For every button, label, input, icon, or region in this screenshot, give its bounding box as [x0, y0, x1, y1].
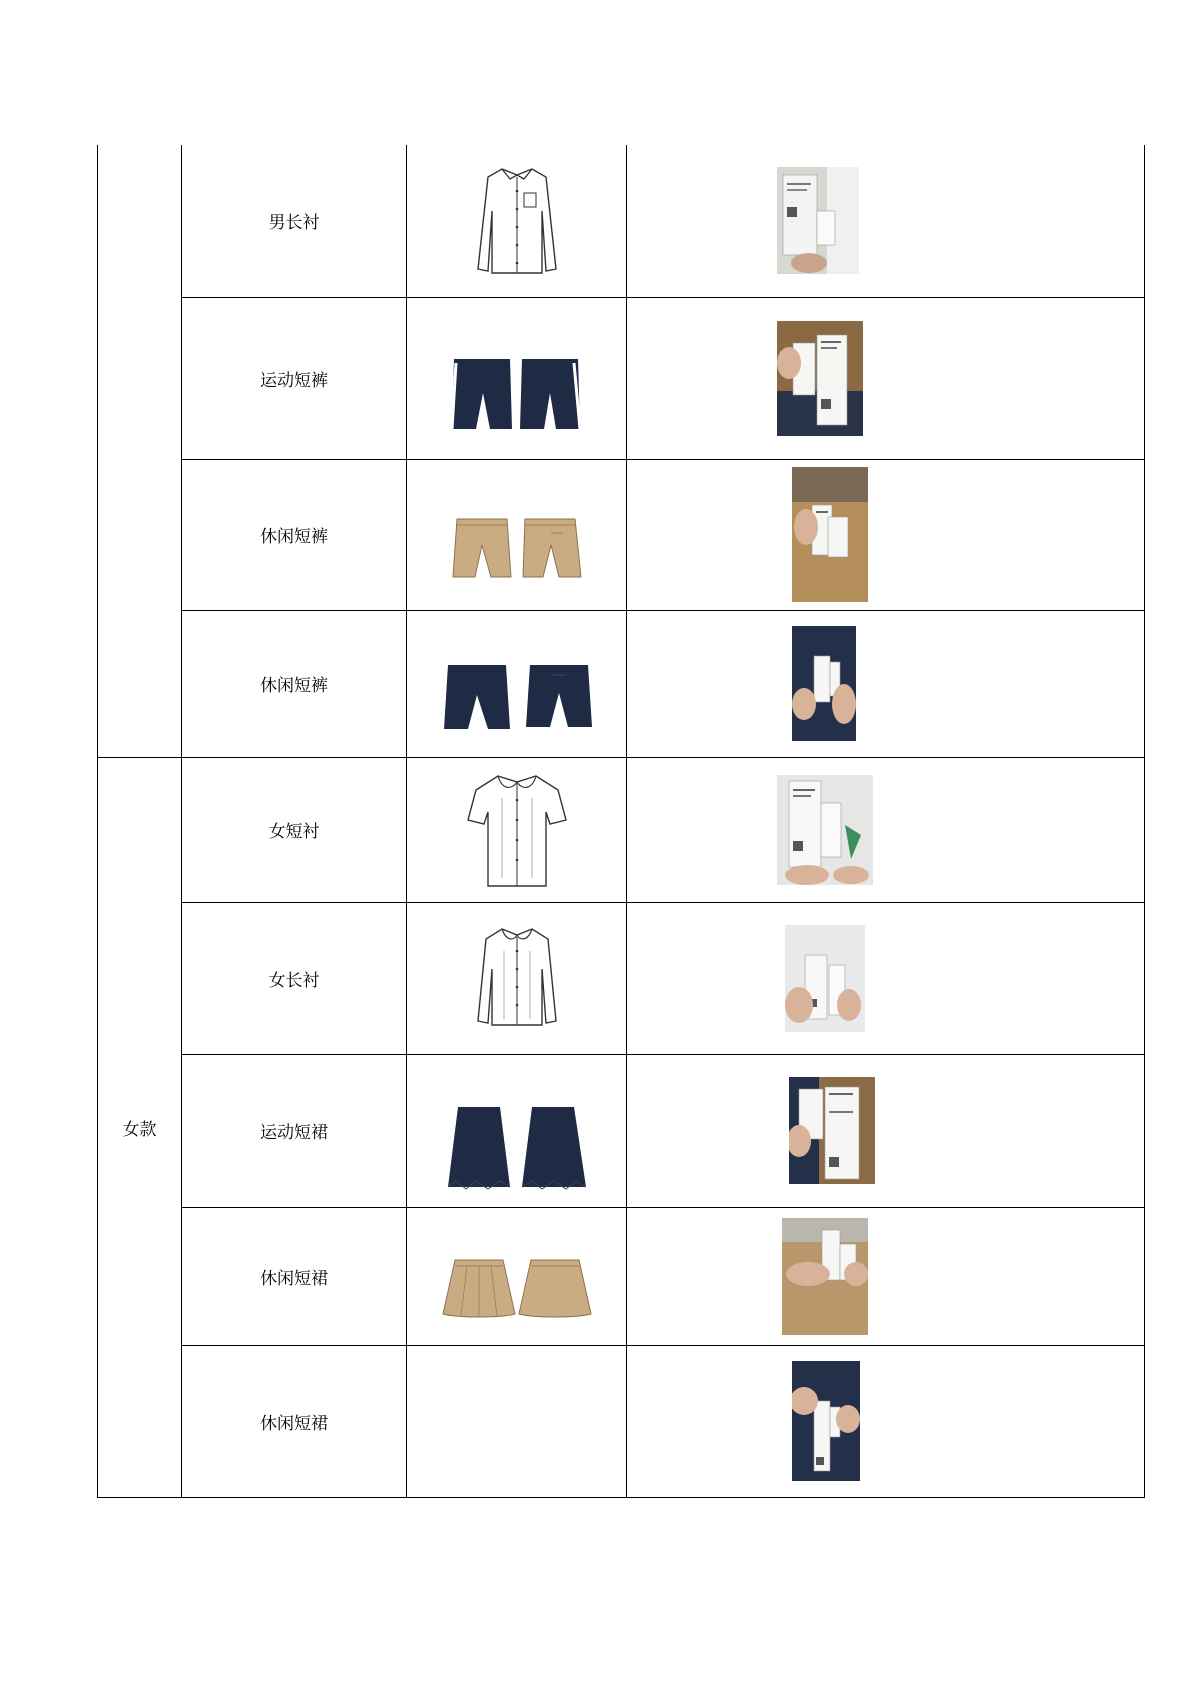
sport-shorts-navy-icon: [450, 353, 584, 443]
table-row: [98, 297, 1145, 459]
tag-photo-cell: [627, 902, 1145, 1054]
long-sleeve-shirt-icon: [472, 161, 562, 281]
hang-tag-photo: [777, 167, 859, 274]
table-row: [98, 459, 1145, 610]
item-name-cell: [182, 757, 407, 902]
gender-cell-male: [98, 145, 182, 757]
item-name-cell: [182, 610, 407, 757]
sketch-cell: [407, 297, 627, 459]
casual-shorts-navy-icon: [442, 661, 592, 737]
long-sleeve-blouse-icon: [472, 923, 562, 1033]
gender-label: 女款: [122, 1119, 157, 1140]
tag-photo-cell: [627, 297, 1145, 459]
sketch-cell: [407, 757, 627, 902]
item-name: 休闲短裤: [260, 676, 328, 696]
table-row: [98, 902, 1145, 1054]
item-name-cell: [182, 902, 407, 1054]
tag-photo-cell: [627, 757, 1145, 902]
tag-photo-cell: [627, 145, 1145, 297]
item-name-cell: [182, 1207, 407, 1345]
tag-photo-cell: [627, 1345, 1145, 1497]
table-row: [98, 610, 1145, 757]
sketch-cell: [407, 610, 627, 757]
sketch-cell: [407, 902, 627, 1054]
uniform-table: [97, 145, 1145, 1498]
item-name: 休闲短裙: [260, 1413, 328, 1434]
table-row: [98, 1207, 1145, 1345]
hang-tag-photo: [777, 775, 873, 885]
item-name: 女长衬: [268, 970, 320, 991]
item-name-cell: [182, 459, 407, 610]
item-name: 女短衬: [268, 822, 320, 842]
tag-photo-cell: [627, 610, 1145, 757]
sketch-cell: [407, 459, 627, 610]
gender-cell-female: [98, 757, 182, 1497]
hang-tag-photo: [782, 1218, 868, 1335]
tag-photo-cell: [627, 459, 1145, 610]
sketch-cell-empty: [407, 1345, 627, 1497]
item-name: 休闲短裤: [260, 527, 328, 547]
item-name-cell: [182, 145, 407, 297]
sketch-cell: [407, 1054, 627, 1207]
table-row: [98, 145, 1145, 297]
item-name-cell: [182, 297, 407, 459]
pleated-skirt-khaki-icon: [439, 1256, 595, 1320]
item-name: 男长衬: [268, 213, 320, 234]
hang-tag-photo: [792, 626, 856, 741]
hang-tag-photo: [777, 321, 863, 436]
item-name: 休闲短裙: [260, 1268, 328, 1289]
table-row: [98, 1345, 1145, 1497]
sport-skirt-navy-icon: [444, 1103, 590, 1193]
item-name: 运动短裙: [260, 1123, 328, 1143]
tag-photo-cell: [627, 1207, 1145, 1345]
table-row: [98, 1054, 1145, 1207]
item-name: 运动短裤: [260, 370, 328, 391]
table-row: [98, 757, 1145, 902]
item-name-cell: [182, 1345, 407, 1497]
casual-shorts-khaki-icon: [451, 515, 583, 585]
hang-tag-photo: [792, 467, 868, 602]
sketch-cell: [407, 1207, 627, 1345]
short-sleeve-blouse-icon: [462, 768, 572, 892]
tag-photo-cell: [627, 1054, 1145, 1207]
hang-tag-photo: [789, 1077, 875, 1184]
sketch-cell: [407, 145, 627, 297]
hang-tag-photo: [785, 925, 865, 1032]
item-name-cell: [182, 1054, 407, 1207]
hang-tag-photo: [792, 1361, 860, 1481]
